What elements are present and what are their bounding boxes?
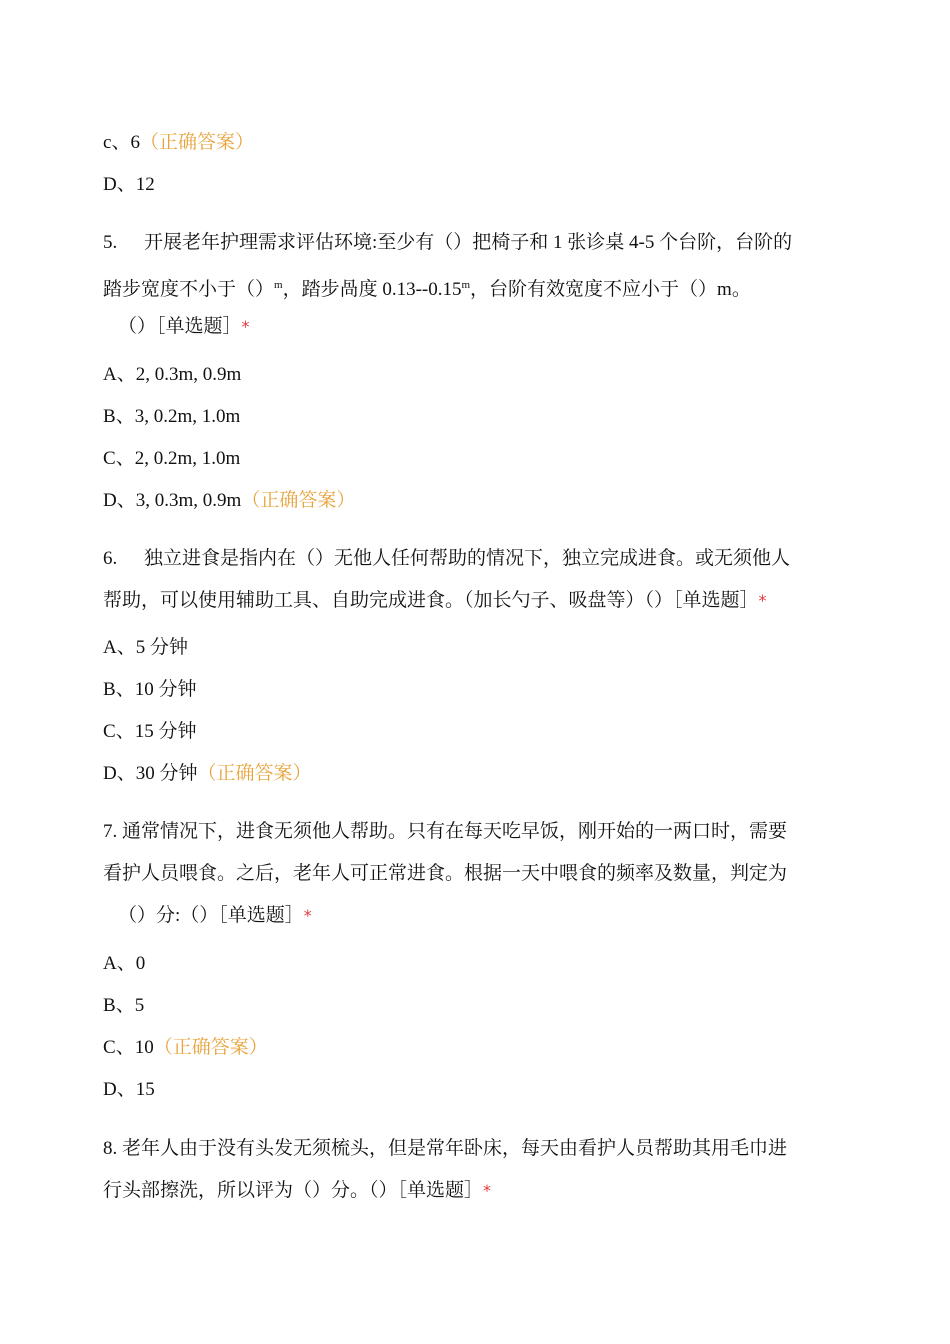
option-c: [103, 131, 254, 155]
option-text: 3, 0.2m, 1.0m: [134, 406, 241, 427]
option-separator: 、: [116, 953, 136, 974]
option-letter: A: [103, 364, 117, 385]
question-text: 踏步宽度不小于（）: [103, 279, 275, 300]
option-letter: C: [103, 448, 116, 469]
q5-option-b[interactable]: [103, 405, 240, 429]
unit-superscript: m: [274, 279, 283, 291]
required-mark: *: [303, 906, 312, 925]
q6-option-a[interactable]: [103, 636, 188, 660]
option-letter: B: [103, 406, 116, 427]
option-separator: 、: [111, 132, 131, 153]
q6-option-b[interactable]: [103, 678, 196, 702]
correct-answer-label: （正确答案）: [153, 1037, 268, 1058]
required-mark: *: [758, 591, 767, 610]
option-text: 15: [135, 1079, 155, 1100]
option-separator: 、: [116, 490, 136, 511]
question-7-line-2: [103, 862, 787, 886]
question-type: （）分:（）［单选题］: [118, 905, 304, 926]
q7-option-b[interactable]: [103, 994, 144, 1018]
question-text: 7. 通常情况下，进食无须他人帮助。只有在每天吃早饭，刚开始的一两口时，需要: [103, 821, 788, 842]
q6-option-c[interactable]: [103, 720, 196, 744]
option-letter: B: [103, 679, 116, 700]
question-7-line-1: [103, 820, 787, 844]
option-text: 2, 0.3m, 0.9m: [135, 364, 242, 385]
option-separator: 、: [116, 637, 136, 658]
question-type: （）［单选题］: [118, 316, 242, 337]
option-separator: 、: [115, 1037, 135, 1058]
correct-answer-label: （正确答案）: [241, 490, 356, 511]
option-separator: 、: [115, 995, 135, 1016]
question-8-line-2: [103, 1179, 491, 1203]
option-separator: 、: [115, 406, 135, 427]
question-text: ，台阶有效宽度不应小于（）m。: [470, 279, 751, 300]
question-7-line-3: [118, 904, 312, 928]
option-letter: C: [103, 721, 116, 742]
option-text: 15 分钟: [134, 721, 197, 742]
question-text: ，踏步咼度 0.13--0.15: [282, 279, 462, 300]
option-separator: 、: [116, 1079, 136, 1100]
option-d: [103, 173, 155, 197]
required-mark: *: [241, 317, 250, 336]
question-text: 看护人员喂食。之后，老年人可正常进食。根据一天中喂食的频率及数量，判定为: [103, 863, 788, 884]
q6-option-d[interactable]: [103, 762, 312, 786]
question-8-line-1: [103, 1137, 787, 1161]
option-text: 6: [130, 132, 140, 153]
required-mark: *: [483, 1181, 492, 1200]
option-text: 3, 0.3m, 0.9m: [135, 490, 242, 511]
q5-option-a[interactable]: [103, 363, 241, 387]
q7-option-d[interactable]: [103, 1078, 155, 1102]
option-letter: D: [103, 174, 117, 195]
question-5-line-1: [103, 231, 792, 255]
unit-superscript: m: [461, 279, 471, 291]
option-separator: 、: [115, 721, 135, 742]
option-letter: C: [103, 1037, 116, 1058]
option-letter: A: [103, 637, 117, 658]
question-text: 开展老年护理需求评估环境:至少有（）把椅子和 1 张诊桌 4-5 个台阶，台阶的: [144, 232, 793, 253]
question-text: 帮助，可以使用辅助工具、自助完成进食。（加长勺子、吸盘等）（）［单选题］: [103, 590, 759, 611]
option-letter: B: [103, 995, 116, 1016]
question-5-line-3: [118, 315, 250, 339]
option-separator: 、: [116, 364, 136, 385]
question-6-line-2: [103, 589, 767, 613]
option-separator: 、: [116, 174, 136, 195]
option-text: 0: [135, 953, 146, 974]
option-text: 5 分钟: [135, 637, 189, 658]
option-separator: 、: [116, 763, 136, 784]
question-text: 独立进食是指内在（）无他人任何帮助的情况下，独立完成进食。或无须他人: [144, 548, 791, 569]
question-text: 行头部擦洗，所以评为（）分。（）［单选题］: [103, 1180, 484, 1201]
option-text: 10 分钟: [134, 679, 197, 700]
q5-option-d[interactable]: [103, 489, 355, 513]
option-text: 2, 0.2m, 1.0m: [134, 448, 241, 469]
option-letter: c: [103, 132, 112, 153]
option-letter: D: [103, 490, 117, 511]
question-6-line-1: [103, 547, 790, 571]
q7-option-c[interactable]: [103, 1036, 268, 1060]
option-text: 12: [135, 174, 155, 195]
option-text: 10: [134, 1037, 154, 1058]
question-5-line-2: [103, 273, 751, 302]
option-text: 30 分钟: [135, 763, 198, 784]
option-text: 5: [134, 995, 145, 1016]
q7-option-a[interactable]: [103, 952, 145, 976]
option-letter: D: [103, 763, 117, 784]
question-number: 6.: [103, 548, 118, 569]
correct-answer-label: （正确答案）: [139, 132, 254, 153]
option-separator: 、: [115, 448, 135, 469]
correct-answer-label: （正确答案）: [197, 763, 312, 784]
question-number: 5.: [103, 232, 118, 253]
option-separator: 、: [115, 679, 135, 700]
q5-option-c[interactable]: [103, 447, 240, 471]
option-letter: A: [103, 953, 117, 974]
question-text: 8. 老年人由于没有头发无须梳头，但是常年卧床，每天由看护人员帮助其用毛巾进: [103, 1138, 788, 1159]
option-letter: D: [103, 1079, 117, 1100]
